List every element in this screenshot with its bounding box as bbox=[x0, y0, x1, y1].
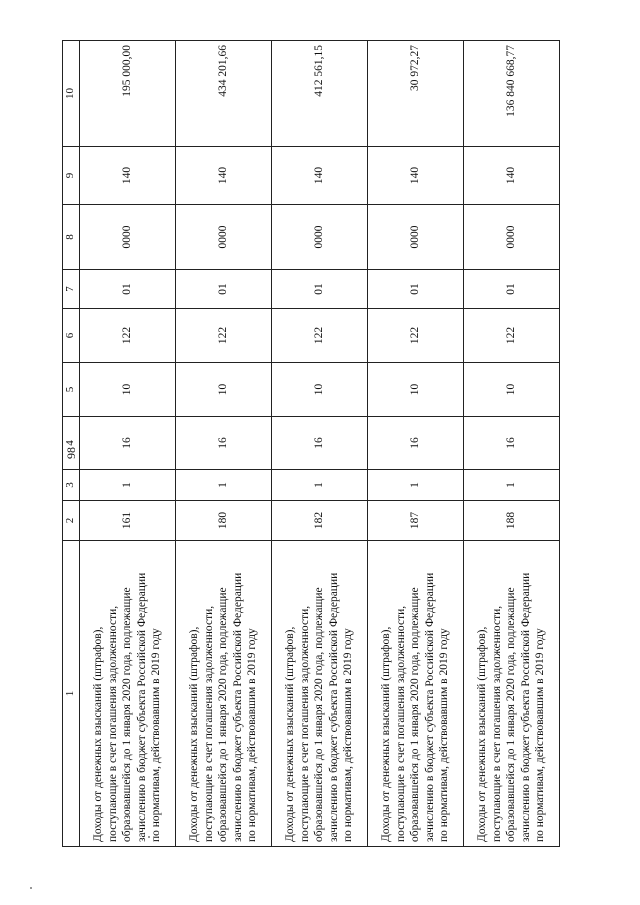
subarticle-code: 122 bbox=[368, 309, 464, 363]
revenue-description bbox=[80, 541, 176, 847]
element-code: 01 bbox=[272, 270, 368, 309]
economic-code: 140 bbox=[176, 147, 272, 205]
column-header: 5 bbox=[63, 363, 80, 417]
program-code: 0000 bbox=[176, 205, 272, 270]
article-code: 10 bbox=[368, 363, 464, 417]
group-code: 1 bbox=[176, 470, 272, 501]
description-line: поступающие в счет погашения задолженности, bbox=[106, 605, 119, 842]
description-line: зачислению в бюджет субъекта Российской Федерации bbox=[327, 572, 340, 842]
column-header: 8 bbox=[63, 205, 80, 270]
economic-code: 140 bbox=[80, 147, 176, 205]
description-line: Доходы от денежных взысканий (штрафов), bbox=[380, 626, 393, 842]
subarticle-code: 122 bbox=[176, 309, 272, 363]
revenue-description bbox=[272, 541, 368, 847]
group-code: 1 bbox=[80, 470, 176, 501]
revenue-description bbox=[176, 541, 272, 847]
column-header: 3 bbox=[63, 470, 80, 501]
element-code: 01 bbox=[464, 270, 560, 309]
description-line: Доходы от денежных взысканий (штрафов), bbox=[476, 626, 489, 842]
element-code: 01 bbox=[368, 270, 464, 309]
budget-revenue-table bbox=[62, 40, 560, 847]
program-code: 0000 bbox=[464, 205, 560, 270]
description-line: по нормативам, действовавшим в 2019 году bbox=[150, 628, 163, 842]
amount-value: 434 201,66 bbox=[176, 41, 272, 147]
table-row bbox=[80, 41, 176, 847]
column-header: 10 bbox=[63, 41, 80, 147]
table-row bbox=[368, 41, 464, 847]
group-code: 1 bbox=[464, 470, 560, 501]
subgroup-code: 16 bbox=[176, 417, 272, 470]
description-line: образовавшейся до 1 января 2020 года, подлежащие bbox=[217, 587, 230, 842]
description-line: образовавшейся до 1 января 2020 года, подлежащие bbox=[409, 587, 422, 842]
amount-value: 30 972,27 bbox=[368, 41, 464, 147]
description-line: по нормативам, действовавшим в 2019 году bbox=[438, 628, 451, 842]
subarticle-code: 122 bbox=[80, 309, 176, 363]
budget-table-container bbox=[62, 41, 556, 847]
group-code: 1 bbox=[272, 470, 368, 501]
table-row bbox=[272, 41, 368, 847]
revenue-description bbox=[464, 541, 560, 847]
description-line: Доходы от денежных взысканий (штрафов), bbox=[284, 626, 297, 842]
subarticle-code: 122 bbox=[272, 309, 368, 363]
page-number: 98 bbox=[64, 447, 78, 459]
column-header: 4 bbox=[63, 417, 80, 470]
article-code: 10 bbox=[272, 363, 368, 417]
description-line: зачислению в бюджет субъекта Российской Федерации bbox=[519, 572, 532, 842]
column-header: 7 bbox=[63, 270, 80, 309]
description-line: по нормативам, действовавшим в 2019 году bbox=[342, 628, 355, 842]
subarticle-code: 122 bbox=[464, 309, 560, 363]
admin-code: 180 bbox=[176, 501, 272, 541]
description-line: поступающие в счет погашения задолженности, bbox=[394, 605, 407, 842]
column-header: 6 bbox=[63, 309, 80, 363]
admin-code: 188 bbox=[464, 501, 560, 541]
description-line: Доходы от денежных взысканий (штрафов), bbox=[188, 626, 201, 842]
description-line: зачислению в бюджет субъекта Российской Федерации bbox=[231, 572, 244, 842]
element-code: 01 bbox=[176, 270, 272, 309]
column-header: 9 bbox=[63, 147, 80, 205]
description-line: Доходы от денежных взысканий (штрафов), bbox=[92, 626, 105, 842]
description-line: поступающие в счет погашения задолженности, bbox=[202, 605, 215, 842]
description-line: зачислению в бюджет субъекта Российской Федерации bbox=[135, 572, 148, 842]
description-line: образовавшейся до 1 января 2020 года, подлежащие bbox=[505, 587, 518, 842]
economic-code: 140 bbox=[368, 147, 464, 205]
group-code: 1 bbox=[368, 470, 464, 501]
subgroup-code: 16 bbox=[272, 417, 368, 470]
column-header: 2 bbox=[63, 501, 80, 541]
column-header: 1 bbox=[63, 541, 80, 847]
scan-speck bbox=[30, 887, 32, 889]
table-header-row bbox=[63, 41, 80, 847]
amount-value: 136 840 668,77 bbox=[464, 41, 560, 147]
description-line: по нормативам, действовавшим в 2019 году bbox=[246, 628, 259, 842]
program-code: 0000 bbox=[80, 205, 176, 270]
admin-code: 182 bbox=[272, 501, 368, 541]
description-line: зачислению в бюджет субъекта Российской Федерации bbox=[423, 572, 436, 842]
article-code: 10 bbox=[464, 363, 560, 417]
article-code: 10 bbox=[80, 363, 176, 417]
description-line: поступающие в счет погашения задолженности, bbox=[298, 605, 311, 842]
admin-code: 161 bbox=[80, 501, 176, 541]
program-code: 0000 bbox=[368, 205, 464, 270]
description-line: образовавшейся до 1 января 2020 года, подлежащие bbox=[313, 587, 326, 842]
description-line: по нормативам, действовавшим в 2019 году bbox=[534, 628, 547, 842]
subgroup-code: 16 bbox=[368, 417, 464, 470]
scan-speck bbox=[148, 836, 150, 838]
table-row bbox=[176, 41, 272, 847]
economic-code: 140 bbox=[464, 147, 560, 205]
table-row bbox=[464, 41, 560, 847]
description-line: поступающие в счет погашения задолженности, bbox=[490, 605, 503, 842]
economic-code: 140 bbox=[272, 147, 368, 205]
description-line: образовавшейся до 1 января 2020 года, подлежащие bbox=[121, 587, 134, 842]
admin-code: 187 bbox=[368, 501, 464, 541]
amount-value: 412 561,15 bbox=[272, 41, 368, 147]
element-code: 01 bbox=[80, 270, 176, 309]
revenue-description bbox=[368, 541, 464, 847]
subgroup-code: 16 bbox=[464, 417, 560, 470]
amount-value: 195 000,00 bbox=[80, 41, 176, 147]
program-code: 0000 bbox=[272, 205, 368, 270]
article-code: 10 bbox=[176, 363, 272, 417]
subgroup-code: 16 bbox=[80, 417, 176, 470]
